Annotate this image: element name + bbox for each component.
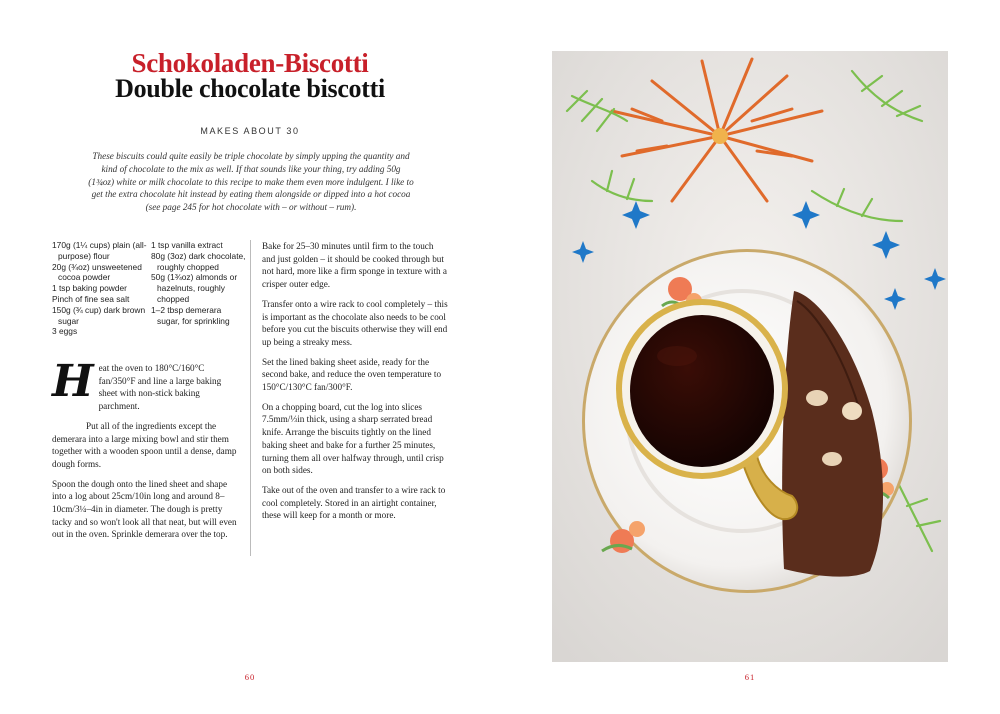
coffee (630, 315, 774, 467)
recipe-yield: MAKES ABOUT 30 (200, 126, 300, 136)
almond-piece (822, 452, 842, 466)
ingredient-item: 1 tsp baking powder (52, 283, 127, 294)
method-step-1 (52, 356, 242, 413)
page-number-right: 61 (744, 672, 756, 682)
flower-center (712, 128, 728, 144)
ingredient-item: 1–2 tbsp demerara sugar, for sprinkling (151, 304, 230, 326)
ingredient-item: 1 tsp vanilla extract (151, 240, 223, 250)
ingredient-item: 150g (¾ cup) dark brown sugar (52, 304, 146, 326)
ingredients-column-1 (52, 240, 147, 337)
recipe-title-english: Double chocolate biscotti (115, 74, 385, 103)
coffee-highlight (657, 346, 697, 366)
drop-cap: H (52, 356, 94, 407)
almond-piece (806, 390, 828, 406)
method-step-8: Take out of the oven and transfer to a wire rack to cool completely. Stored in an airtight container, these will keep for a month or more. (262, 484, 446, 521)
method-column-left (52, 356, 242, 548)
ingredients-column-2 (151, 240, 246, 326)
column-divider (250, 240, 251, 556)
method-step-6: Set the lined baking sheet aside, ready for the second bake, and reduce the oven temperature to 150°C/130°C fan/300°F. (262, 356, 442, 393)
method-step-5: Transfer onto a wire rack to cool completely – this is important as the chocolate also needs to be cool before you cut the biscuits otherwise they will end up being a streaky mess. (262, 298, 448, 347)
ingredient-item: 170g (1¼ cups) plain (all-purpose) flour (52, 240, 147, 261)
ingredient-item: Pinch of fine sea salt (52, 293, 130, 304)
ingredient-item: 20g (¾oz) unsweetened cocoa powder (52, 261, 142, 283)
page-number-left: 60 (244, 672, 256, 682)
method-step-3: Spoon the dough onto the lined sheet and shape into a log about 25cm/10in long and around 8–10cm/3¼–4in in diameter. The dough is pretty tacky and so won't look all that neat, but will even out in the oven. Sprinkle demerara over the top. (52, 478, 237, 540)
method-column-right (262, 240, 448, 529)
method-step-7: On a chopping board, cut the log into slices 7.5mm/⅓in thick, using a sharp serrated bread knife. Arrange the biscuits tightly on the lined baking sheet and bake for a further 25 minutes, turning them all over halfway through, until crisp on both sides. (262, 401, 444, 476)
biscotti-coffee-photo (552, 51, 948, 662)
photo-illustration (552, 51, 948, 662)
recipe-intro: These biscuits could quite easily be triple chocolate by simply upping the quantity and kind of chocolate to the mix as well. If that sounds like your thing, try adding 50g (1¾oz) white or milk chocolate to this recipe to make them even more indulgent. I like to get the extra chocolate hit instead by eating them alongside or dipped into a hot cocoa (see page 245 for hot chocolate with – or without – rum). (88, 151, 414, 213)
ingredient-item: 50g (1¾oz) almonds or hazelnuts, roughly chopped (151, 272, 238, 304)
almond-piece (842, 402, 862, 420)
method-step-1-text: eat the oven to 180°C/160°C fan/350°F and line a large baking sheet with non-stick baking parchment. (98, 363, 222, 412)
recipe-title-german: Schokoladen-Biscotti (131, 48, 369, 78)
method-step-2: Put all of the ingredients except the demerara into a large mixing bowl and stir them together with a wooden spoon until a dense, damp dough forms. (52, 420, 237, 469)
ingredient-item: 80g (3oz) dark chocolate, roughly chopped (151, 250, 246, 272)
ingredient-item: 3 eggs (52, 326, 78, 337)
method-step-4: Bake for 25–30 minutes until firm to the touch and just golden – it should be cooked through but not hard, more like a firm sponge in texture with a crisper outer edge. (262, 241, 447, 290)
